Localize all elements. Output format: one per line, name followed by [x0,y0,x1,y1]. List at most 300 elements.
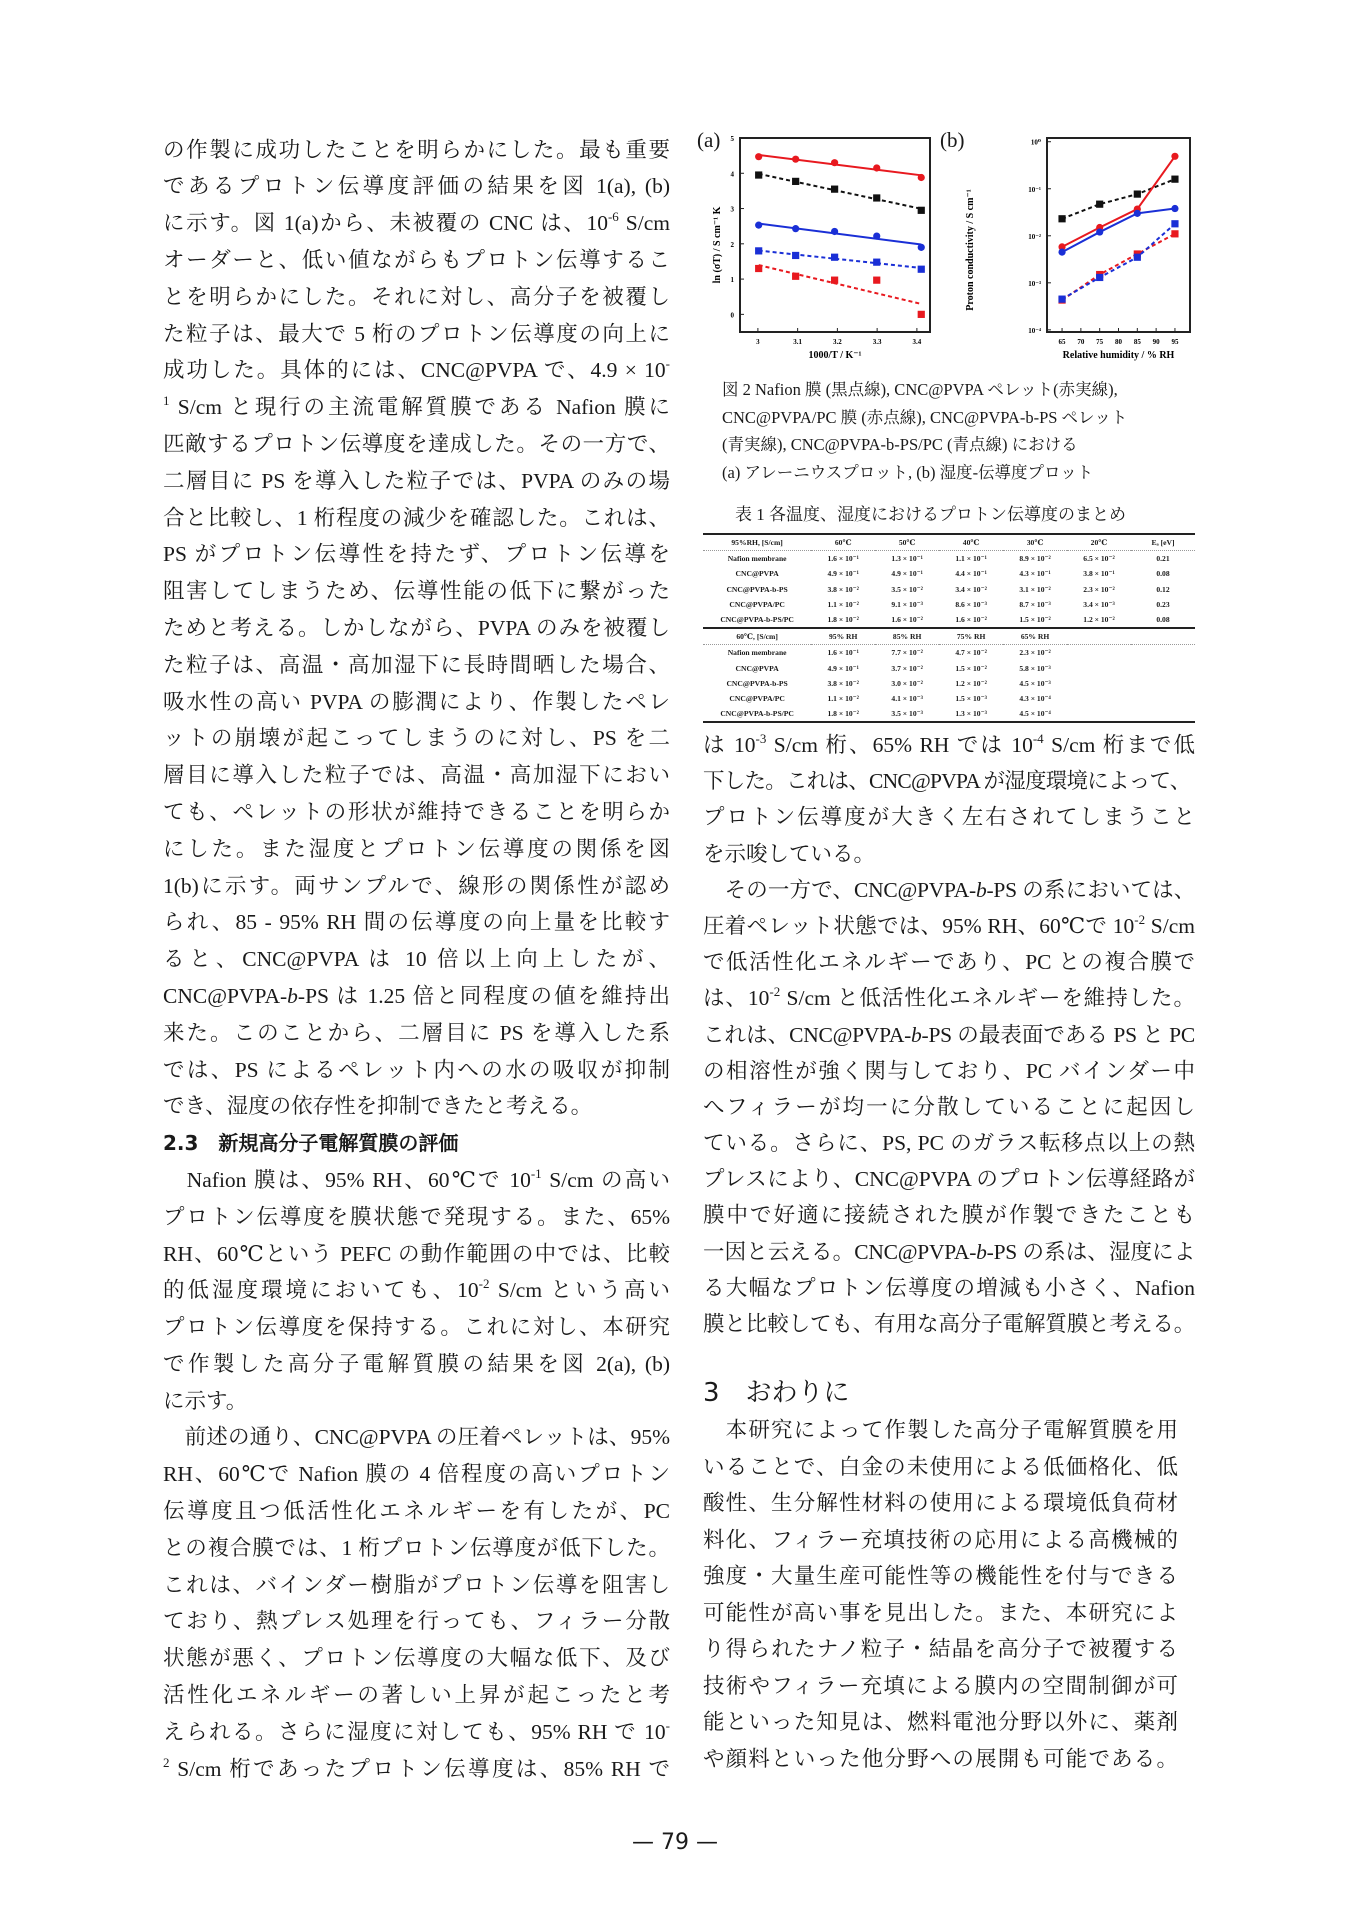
text-segment: 1(b)に示す。両サンプルで、線形の関係性が認め [163,873,670,898]
table-cell: 1.8 × 10⁻² [827,615,859,625]
table-cell: 85% RH [875,628,939,645]
text-segment: 的低湿度環境においても、10 [163,1278,479,1303]
table-row [703,582,1195,597]
text-segment: -PS の系は、湿度によ [986,1239,1195,1264]
table-cell: 1.5 × 10⁻³ [955,694,987,704]
page-number: — 79 — [632,1830,718,1855]
data-point [831,159,838,166]
y-tick-label: 4 [730,170,734,179]
text-segment: の作製に成功したことを明らかにした。最も重要 [163,137,670,162]
x-tick-label: 3.2 [833,338,842,346]
text-line [703,1485,1178,1522]
table-cell: 7.7 × 10⁻² [891,648,923,658]
text-segment: -2 [769,984,781,1000]
data-point [792,273,799,280]
text-segment: ても、ペレットの形状が維持できることを明らか [163,799,670,824]
fit-line [759,224,922,245]
data-point [1096,201,1103,208]
text-line [163,1199,670,1236]
table-cell: 60℃, [S/cm] [703,628,811,645]
table-cell [1131,691,1195,706]
text-segment: は、10 [703,986,770,1011]
table-cell [1067,691,1131,706]
text-line [703,1522,1178,1559]
text-segment: 来た。このことから、二層目に PS を導入した系 [163,1020,670,1045]
table-cell: 1.6 × 10⁻² [955,615,987,625]
table-row [703,612,1195,628]
text-line [703,1741,1178,1778]
figure-2-caption [722,376,1202,486]
text-segment: b [287,983,298,1008]
text-line [163,1603,670,1640]
text-segment: られ、85 - 95% RH 間の伝導度の向上量を比較す [163,910,670,935]
text-segment: の相溶性が強く関与しており、PC バインダー中 [703,1058,1195,1083]
table-cell: 75% RH [939,628,1003,645]
data-point [873,194,880,201]
data-point [1171,220,1178,227]
x-axis-label: Relative humidity / % RH [1062,350,1175,361]
caption-line: (a) アレーニウスプロット, (b) 湿度-伝導度プロット [722,462,1094,482]
table-cell: 3.8 × 10⁻² [827,678,859,688]
fit-line [759,155,922,175]
text-line [163,647,670,684]
conductivity-summary-table [703,533,1195,723]
text-line [163,1309,670,1346]
y-axis-label: ln (σT) / S cm⁻¹ K [712,206,723,284]
text-segment: 二層目に PS を導入した粒子では、PVPA のみの場 [163,468,670,493]
text-line [163,610,670,647]
table-cell: 1.8 × 10⁻² [811,706,875,722]
table-cell: 1.2 × 10⁻² [1083,615,1115,625]
table-cell: 1.3 × 10⁻¹ [891,554,923,564]
table-cell: 4.5 × 10⁻³ [1019,678,1051,688]
data-point [918,174,925,181]
text-line [163,463,670,500]
text-segment: -2 [1134,911,1146,927]
table-cell: 20℃ [1067,534,1131,551]
text-line [163,168,670,205]
text-line [163,1236,670,1273]
table-cell: 60℃ [811,534,875,551]
arrhenius-plot [700,130,940,370]
data-point [1058,296,1065,303]
text-line [163,1493,670,1530]
y-tick-label: 5 [730,135,734,143]
text-segment: S/cm [618,211,670,236]
table-cell: 3.1 × 10⁻² [1019,584,1051,594]
text-segment: 本研究によって作製した高分子電解質膜を用 [703,1418,1178,1442]
text-line [703,1631,1178,1668]
data-point [831,277,838,284]
table-cell: 8.6 × 10⁻³ [955,599,987,609]
text-segment: ると、CNC@PVPA は 10 倍以上向上したが、 [163,947,670,972]
table-cell: 4.3 × 10⁻⁴ [1019,694,1051,704]
data-point [1058,248,1065,255]
table-cell [1131,628,1195,645]
text-segment: PS がプロトン伝導性を持たず、プロトン伝導を [163,542,670,567]
table-cell: 0.23 [1156,599,1170,609]
text-segment: えられる。さらに湿度に対しても、95% RH で 10 [163,1719,666,1744]
figure-b-label: (b) [940,128,965,152]
text-segment: 成功した。具体的には、CNC@PVPA で、4.9 × 10 [163,358,666,383]
text-segment: であるプロトン伝導度評価の結果を図 1(a), (b) [163,174,670,199]
caption-line: 図 2 Nafion 膜 (黒点線), CNC@PVPA ペレット(赤実線), [722,380,1118,399]
text-segment: -PS の最表面である PS と PC [921,1022,1195,1047]
text-segment: -PS は 1.25 倍と同程度の値を維持出 [297,983,670,1008]
y-tick-label: 10⁻¹ [1028,185,1041,194]
text-line [703,1234,1195,1270]
table-cell [1131,661,1195,676]
data-point [831,186,838,193]
text-line [163,316,670,353]
data-point [792,252,799,259]
text-segment: RH、60℃という PEFC の動作範囲の中では、比較 [163,1241,670,1266]
text-segment: 膜中で好適に接続された膜が作製できたことも [703,1203,1195,1228]
text-segment: S/cm 桁であったプロトン伝導度は、85% RH で [169,1756,670,1781]
table-cell: 1.1 × 10⁻² [827,599,859,609]
text-segment: ためと考える。しかしながら、PVPA のみを被覆し [163,615,670,640]
text-segment: S/cm [1145,913,1195,938]
table-cell: 3.0 × 10⁻² [891,678,923,688]
text-line [703,763,1195,799]
x-tick-label: 3.4 [912,338,922,346]
text-line [163,978,670,1015]
table-cell: CNC@PVPA [735,569,779,579]
text-segment: ており、熱プレス処理を行っても、フィラー分散 [163,1609,670,1634]
text-line [163,536,670,573]
text-segment: S/cm と現行の主流電解質膜である Nafion 膜に [169,395,670,420]
text-segment: 合と比較し、1 桁程度の減少を確認した。これは、 [163,505,670,530]
y-axis-label: Proton conductivity / S cm⁻¹ [965,189,976,311]
series-line [1062,224,1175,299]
text-segment: で作製した高分子電解質膜の結果を図 2(a), (b) [163,1351,670,1376]
table-row [703,597,1195,612]
fit-line [759,265,922,304]
text-line [163,941,670,978]
figure-a-label: (a) [697,128,721,152]
table-cell: 40℃ [939,534,1003,551]
table-cell: 1.1 × 10⁻² [827,694,859,704]
text-line [163,1383,670,1420]
table-cell: CNC@PVPA-b-PS [726,584,788,594]
text-line [703,799,1195,835]
text-segment: S/cm と低活性化エネルギーを維持した。 [780,986,1195,1011]
data-point [755,222,762,229]
table-cell: CNC@PVPA/PC [729,599,785,609]
table-cell: 1.2 × 10⁻² [955,678,987,688]
table-cell: Nafion membrane [727,554,787,564]
text-segment: S/cm という高い [489,1278,670,1303]
text-line [703,836,1195,872]
data-point [1171,153,1178,160]
text-segment: プロトン伝導度が大きく左右されてしまうこと [703,805,1195,830]
data-point [1171,205,1178,212]
data-point [1134,254,1141,261]
table-cell: CNC@PVPA/PC [729,694,785,704]
text-line [163,426,670,463]
text-segment: で低活性化エネルギーであり、PC との複合膜で [703,950,1195,975]
text-segment: 匹敵するプロトン伝導度を達成した。その一方で、 [163,431,670,456]
table-cell: 4.9 × 10⁻¹ [891,569,923,579]
table-cell: 2.3 × 10⁻² [1019,648,1051,658]
table-cell: 1.6 × 10⁻¹ [827,554,859,564]
text-segment: b [975,877,987,902]
table-cell: 4.5 × 10⁻⁴ [1003,706,1067,722]
table-row [703,645,1195,661]
text-line [703,1270,1195,1306]
x-tick-label: 95 [1171,338,1179,346]
series-line [1062,209,1175,253]
text-segment: 層目に導入した粒子では、高温・高加湿下におい [163,763,670,788]
text-line [163,1015,670,1052]
text-segment: にした。また湿度とプロトン伝導度の関係を図 [163,836,670,861]
text-line [703,1125,1195,1161]
text-segment: いることで、白金の未使用による低価格化、低 [703,1454,1178,1479]
text-line [703,1558,1178,1595]
data-point [873,277,880,284]
table-cell: 50℃ [875,534,939,551]
table-cell: 4.1 × 10⁻³ [891,694,923,704]
data-point [1058,215,1065,222]
data-point [918,207,925,214]
text-line [163,389,670,426]
text-line [703,1306,1195,1342]
text-segment: プロトン伝導度を膜状態で発現する。また、65% [163,1204,670,1229]
text-segment: S/cm の高い [541,1167,671,1192]
text-segment: ットの崩壊が起こってしまうのに対し、PS を二 [163,726,670,751]
text-segment: S/cm 桁まで低 [1043,733,1195,757]
data-point [755,265,762,272]
y-tick-label: 10⁻² [1028,232,1041,241]
data-point [873,232,880,239]
text-line [163,757,670,794]
x-tick-label: 70 [1077,338,1085,346]
table-row [703,628,1195,645]
text-segment: 膜と比較しても、有用な高分子電解質膜と考える。 [703,1312,1195,1336]
text-line [703,872,1195,908]
table-cell: 1.1 × 10⁻¹ [955,554,987,564]
text-segment: 一因と云える。CNC@PVPA- [703,1239,977,1264]
table-cell: 0.08 [1156,569,1170,579]
x-tick-label: 3 [756,338,760,346]
text-segment: 技術やフィラー充填による膜内の空間制御が可 [703,1673,1178,1698]
text-segment: た粒子は、最大で 5 桁のプロトン伝導度の向上に [163,321,670,346]
text-line [703,727,1195,763]
table-cell: 5.8 × 10⁻³ [1019,663,1051,673]
table-cell: 4.3 × 10⁻¹ [1019,569,1051,579]
x-tick-label: 90 [1152,338,1160,346]
data-point [755,153,762,160]
table-cell: CNC@PVPA-b-PS [726,678,788,688]
text-segment: 2 [163,1754,170,1770]
text-line [163,1162,670,1199]
text-segment: これは、CNC@PVPA- [703,1022,912,1047]
text-segment: -1 [530,1165,542,1181]
series-line [1062,179,1175,219]
series-line [1062,156,1175,247]
data-point [755,171,762,178]
text-line [703,1595,1178,1632]
table-row [703,706,1195,722]
table-cell [1067,628,1131,645]
x-tick-label: 65 [1058,338,1066,346]
data-point [1134,190,1141,197]
text-segment: RH、60℃で Nafion 膜の 4 倍程度の高いプロトン [163,1462,670,1487]
text-segment: S/cm 桁、65% RH では 10 [766,733,1033,757]
table-cell: 3.5 × 10⁻² [891,584,923,594]
table-cell: 3.4 × 10⁻² [955,584,987,594]
conclusion-text [703,1412,1178,1777]
table-cell: 4.4 × 10⁻¹ [955,569,987,579]
text-line [703,1704,1178,1741]
table-cell: 8.9 × 10⁻² [1019,554,1051,564]
text-line [163,500,670,537]
table-row [703,551,1195,567]
data-point [918,244,925,251]
table-cell [1131,706,1195,722]
text-segment: プロトン伝導度を保持する。これに対し、本研究 [163,1315,670,1340]
table-cell: 3.5 × 10⁻³ [875,706,939,722]
text-segment: 1 [163,393,170,409]
fit-line [759,174,922,209]
text-line [163,904,670,941]
table-cell [1131,676,1195,691]
text-segment: 前述の通り、CNC@PVPA の圧着ペレットは、95% [163,1425,670,1450]
text-line [163,1530,670,1567]
text-segment: は 10 [703,733,756,757]
data-point [1171,230,1178,237]
table-cell: 0.12 [1156,584,1170,594]
section-3-heading: 3 おわりに [703,1378,850,1408]
table-cell [1067,645,1131,661]
data-point [792,225,799,232]
text-line [703,1089,1195,1125]
table-cell: 4.9 × 10⁻¹ [827,663,859,673]
x-tick-label: 85 [1133,338,1141,346]
text-line [703,1161,1195,1197]
text-segment: その一方で、CNC@PVPA- [703,877,976,902]
caption-line: (青実線), CNC@PVPA-b-PS/PC (青点線) における [722,435,1078,454]
table-cell: 1.5 × 10⁻² [955,663,987,673]
text-segment: 強度・大量生産可能性等の機能性を付与できる [703,1564,1178,1588]
table-row [703,661,1195,676]
data-point [918,266,925,273]
data-point [831,228,838,235]
text-line [703,1449,1178,1486]
x-tick-label: 3.3 [872,338,882,346]
text-line [703,1017,1195,1053]
text-segment: b [911,1022,922,1047]
x-tick-label: 75 [1096,338,1104,346]
text-segment: 下した。これは、CNC@PVPA が湿度環境によって、 [703,769,1191,794]
table-cell: 1.3 × 10⁻³ [939,706,1003,722]
text-line [163,1088,670,1125]
y-tick-label: 1 [730,276,734,285]
table-cell: 3.4 × 10⁻³ [1083,599,1115,609]
data-point [918,311,925,318]
y-tick-label: 0 [730,311,734,320]
data-point [1134,210,1141,217]
text-segment: へフィラーが均一に分散していることに起因し [703,1094,1195,1119]
table-cell: 0.08 [1156,615,1170,625]
text-line [163,352,670,389]
text-line [163,684,670,721]
text-segment: との複合膜では、1 桁プロトン伝導度が低下した。 [163,1535,670,1560]
table-cell: 3.8 × 10⁻² [827,584,859,594]
table-cell: 9.1 × 10⁻³ [891,599,923,609]
text-segment: 能といった知見は、燃料電池分野以外に、薬剤 [703,1710,1178,1734]
table-cell: 4.9 × 10⁻¹ [827,569,859,579]
text-segment: 酸性、生分解性材料の使用による環境低負荷材 [703,1491,1178,1515]
table-cell: 3.7 × 10⁻² [891,663,923,673]
table-cell [1067,661,1131,676]
y-tick-label: 2 [730,240,734,249]
data-point [831,254,838,261]
text-segment: とを明らかにした。それに対し、高分子を被覆し [163,284,670,309]
caption-line: CNC@PVPA/PC 膜 (赤点線), CNC@PVPA-b-PS ペレット [722,407,1128,427]
text-line [163,1640,670,1677]
text-line [163,1456,670,1493]
text-segment: 料化、フィラー充填技術の応用による高機械的 [703,1527,1178,1552]
text-segment: 活性化エネルギーの著しい上昇が起こったと考 [163,1683,670,1708]
text-segment: る大幅なプロトン伝導度の増減も小さく、Nafion [703,1275,1195,1300]
table-cell: CNC@PVPA-b-PS/PC [720,615,794,625]
text-segment: り得られたナノ粒子・結晶を高分子で被覆する [703,1637,1178,1661]
section-heading [163,1125,670,1162]
table-row [703,676,1195,691]
x-axis-label: 1000/T / K⁻¹ [808,350,862,361]
table-cell: Nafion membrane [727,648,787,658]
text-segment: これは、バインダー樹脂がプロトン伝導を阻害し [163,1572,670,1597]
left-column-text [163,132,670,1788]
text-segment: プレスにより、CNC@PVPA のプロトン伝導経路が [703,1167,1195,1192]
text-segment: -PS の系においては、 [986,877,1196,902]
table-row [703,691,1195,706]
plot-frame [1047,138,1190,332]
text-line [163,831,670,868]
text-segment: 圧着ペレット状態では、95% RH、60℃で 10 [703,913,1135,938]
y-tick-label: 10⁻⁴ [1028,326,1041,335]
text-segment: 阻害してしまうため、伝導性能の低下に繋がった [163,579,670,604]
text-line [163,1567,670,1604]
text-segment: 吸水性の高い PVPA の膨潤により、作製したペレ [163,689,670,714]
text-segment: を示唆している。 [703,841,876,866]
text-line [163,868,670,905]
data-point [873,259,880,266]
text-line [703,944,1195,980]
table-cell [1067,676,1131,691]
text-segment: Nafion 膜は、95% RH、60℃で 10 [163,1167,531,1192]
data-point [792,178,799,185]
text-line [163,1419,670,1456]
text-segment: -3 [755,731,767,746]
table-cell: CNC@PVPA [735,663,779,673]
text-line [703,1412,1178,1449]
text-line [703,1668,1178,1705]
text-line [163,720,670,757]
table-cell: 6.5 × 10⁻² [1083,554,1115,564]
x-tick-label: 3.1 [793,338,803,346]
data-point [1096,274,1103,281]
data-point [1171,176,1178,183]
right-column-text [703,727,1195,1342]
text-segment: た粒子は、高温・高加湿下に長時間晒した場合、 [163,652,670,677]
data-point [792,156,799,163]
text-line [163,1272,670,1309]
text-segment: オーダーと、低い値ながらもプロトン伝導するこ [163,247,670,272]
text-segment: では、PS によるペレット内への水の吸収が抑制 [163,1057,670,1082]
table-cell: 0.21 [1156,554,1170,564]
